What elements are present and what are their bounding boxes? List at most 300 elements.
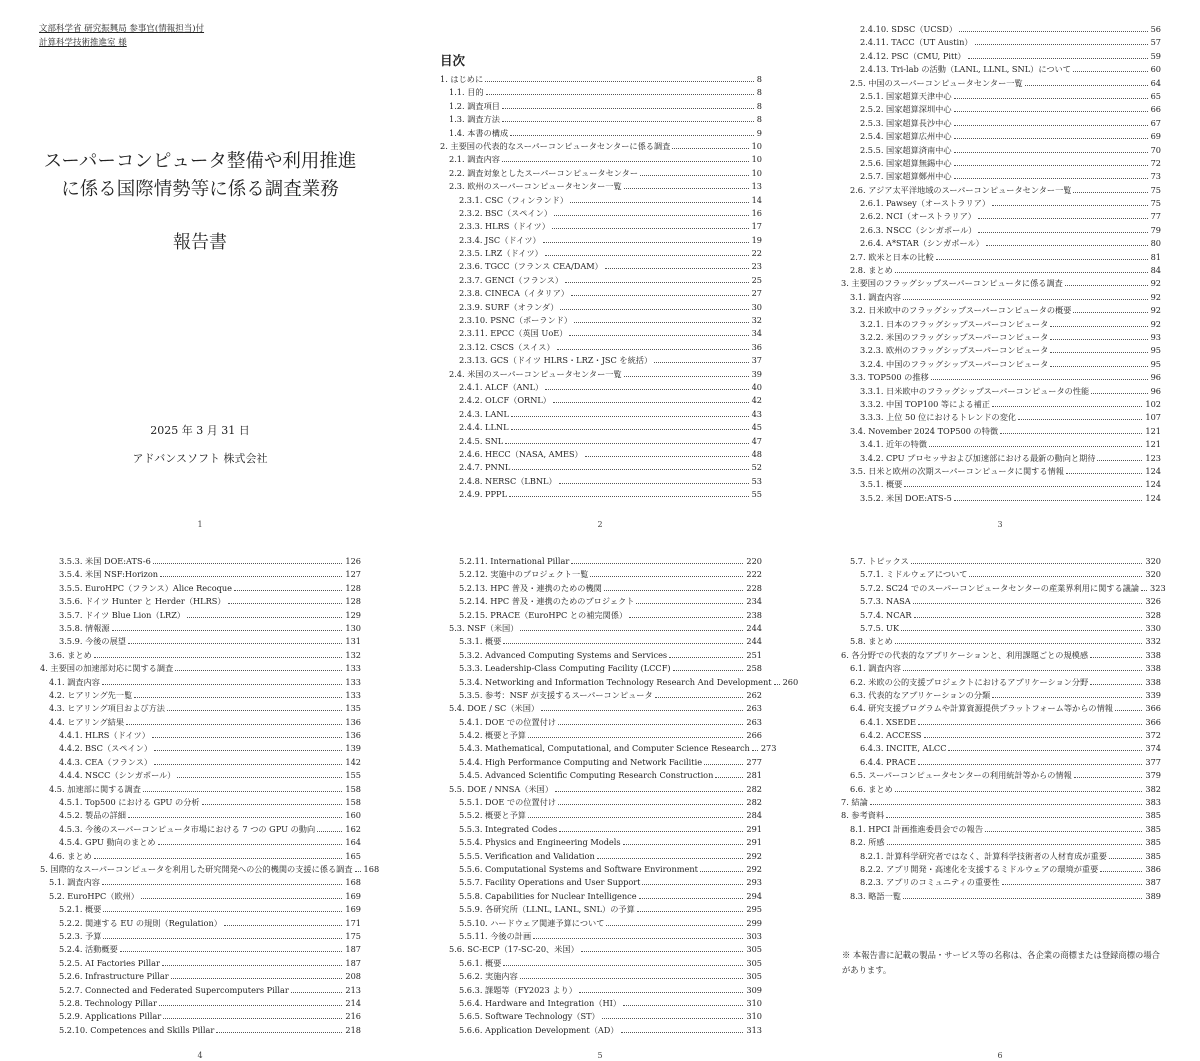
toc-leader-dots <box>94 657 343 658</box>
toc-entry-page: 75 <box>1150 184 1161 195</box>
addressee-block <box>39 22 204 50</box>
toc-entry-page: 81 <box>1150 251 1161 262</box>
toc-leader-dots <box>700 871 743 872</box>
toc-leader-dots <box>954 125 1148 126</box>
toc-entry <box>841 568 1161 581</box>
toc-entry <box>440 234 762 247</box>
toc-entry <box>440 742 777 755</box>
toc-entry-label: 8.2.1. 計算科学研究者ではなく、計算科学技術者の人材育成が重要 <box>860 850 1107 861</box>
toc-entry-page: 124 <box>1145 465 1161 476</box>
toc-leader-dots <box>571 563 743 564</box>
toc-entry-label: 2.4. 米国のスーパーコンピュータセンター一覧 <box>449 368 622 379</box>
toc-entry <box>40 595 361 608</box>
toc-leader-dots <box>552 228 749 229</box>
toc-entry <box>440 568 762 581</box>
toc-leader-dots <box>557 349 749 350</box>
toc-entry-label: 8.2.3. アプリのコミュニティの重要性 <box>860 877 1000 888</box>
toc-entry <box>841 716 1161 729</box>
toc-leader-dots <box>511 429 749 430</box>
report-title-line-2: に係る国際情勢等に係る調査業務 <box>61 179 339 200</box>
toc-leader-dots <box>528 817 743 818</box>
toc-entry <box>40 716 361 729</box>
toc-entry-page: 25 <box>751 274 762 285</box>
toc-entry <box>40 555 361 568</box>
toc-entry-page: 171 <box>345 917 361 928</box>
toc-entry-page: 19 <box>751 234 762 245</box>
toc-leader-dots <box>141 898 342 899</box>
toc-leader-dots <box>143 791 342 792</box>
toc-entry-label: 5.3.4. Networking and Information Technology Research And Development <box>459 676 772 687</box>
toc-entry <box>440 997 762 1010</box>
toc-list-page-5 <box>440 555 799 1037</box>
toc-entry <box>40 1010 361 1023</box>
toc-entry-label: 5.5.8. Capabilities for Nuclear Intelligence <box>459 890 637 901</box>
toc-entry-label: 5.2.3. 予算 <box>59 930 102 941</box>
toc-leader-dots <box>1073 71 1148 72</box>
toc-entry <box>40 769 361 782</box>
toc-entry-label: 5.8. まとめ <box>850 636 893 647</box>
toc-leader-dots <box>126 724 342 725</box>
toc-entry-page: 251 <box>746 649 762 660</box>
toc-entry <box>40 943 361 956</box>
toc-entry <box>40 622 361 635</box>
toc-leader-dots <box>102 884 342 885</box>
toc-entry-label: 5.5.1. DOE での位置付け <box>459 797 557 808</box>
toc-entry-label: 3.5.3. 米国 DOE:ATS-6 <box>59 556 151 566</box>
toc-entry <box>440 207 762 220</box>
toc-leader-dots <box>1065 285 1148 286</box>
toc-entry-page: 330 <box>1145 622 1161 633</box>
toc-entry-label: 5.2.8. Technology Pillar <box>59 997 157 1008</box>
toc-entry-page: 155 <box>345 770 361 781</box>
toc-leader-dots <box>571 295 749 296</box>
toc-entry <box>841 609 1161 622</box>
toc-entry-label: 3.4. November 2024 TOP500 の特徴 <box>850 425 999 436</box>
toc-leader-dots <box>558 804 743 805</box>
toc-entry-page: 326 <box>1145 596 1161 607</box>
toc-entry-page: 385 <box>1145 810 1161 821</box>
toc-entry-label: 8. 参考資料 <box>841 810 885 821</box>
toc-leader-dots <box>602 1018 744 1019</box>
toc-entry <box>440 435 762 448</box>
toc-leader-dots <box>1073 192 1147 193</box>
toc-entry-page: 95 <box>1150 358 1161 369</box>
toc-entry-label: 2.6. アジア太平洋地域のスーパーコンピュータセンター一覧 <box>850 184 1072 195</box>
toc-entry-page: 310 <box>746 997 762 1008</box>
toc-entry <box>440 287 762 300</box>
toc-leader-dots <box>1073 312 1147 313</box>
toc-leader-dots <box>992 697 1142 698</box>
toc-entry <box>440 649 762 662</box>
toc-leader-dots <box>158 844 343 845</box>
toc-leader-dots <box>167 710 342 711</box>
toc-entry <box>440 716 762 729</box>
toc-leader-dots <box>654 362 748 363</box>
toc-entry-page: 160 <box>345 810 361 821</box>
toc-entry <box>841 197 1161 210</box>
toc-entry-page: 136 <box>345 716 361 727</box>
toc-entry-label: 4.3. ヒアリング項目および方法 <box>49 703 165 714</box>
report-subtitle: 報告書 <box>173 232 227 253</box>
toc-entry-label: 3.5.8. 情報源 <box>59 622 110 633</box>
toc-entry-label: 3.4.1. 近年の特徴 <box>860 439 927 450</box>
toc-leader-dots <box>903 299 1148 300</box>
toc-entry-label: 2.3.6. TGCC（フランス CEA/DAM） <box>459 261 603 272</box>
toc-leader-dots <box>904 486 1142 487</box>
toc-leader-dots <box>936 259 1148 260</box>
toc-leader-dots <box>985 831 1142 832</box>
toc-entry-label: 6.6. まとめ <box>850 783 893 794</box>
toc-leader-dots <box>505 443 748 444</box>
toc-entry-label: 2.5. 中国のスーパーコンピュータセンター一覧 <box>850 77 1023 88</box>
toc-entry-page: 222 <box>746 569 762 580</box>
toc-entry-page: 8 <box>756 87 762 98</box>
toc-leader-dots <box>1100 871 1142 872</box>
toc-entry-page: 79 <box>1150 224 1161 235</box>
report-date: 2025 年 3 月 31 日 <box>150 424 250 437</box>
toc-entry-label: 2.3.9. SURF（オランダ） <box>459 301 559 312</box>
toc-leader-dots <box>570 202 749 203</box>
toc-entry-label: 5.2.6. Infrastructure Pillar <box>59 971 169 982</box>
toc-entry-page: 228 <box>746 582 762 593</box>
toc-entry-label: 5.4. DOE / SC（米国） <box>449 703 540 714</box>
toc-leader-dots <box>510 135 754 136</box>
toc-entry-label: 3.2.3. 欧州のフラッグシップスーパーコンピュータ <box>860 345 1049 356</box>
toc-entry-page: 66 <box>1150 104 1161 115</box>
toc-entry-page: 43 <box>751 408 762 419</box>
toc-entry-page: 372 <box>1145 730 1161 741</box>
toc-entry-label: 6.4.2. ACCESS <box>860 730 922 741</box>
toc-entry <box>841 63 1161 76</box>
toc-leader-dots <box>128 817 342 818</box>
toc-entry-label: 4.5.4. GPU 動向のまとめ <box>59 837 156 848</box>
toc-entry-label: 3.3. TOP500 の推移 <box>850 372 929 383</box>
toc-entry-label: 3.2.1. 日本のフラッグシップスーパーコンピュータ <box>860 318 1049 329</box>
toc-entry-label: 2.3.11. EPCC（英国 UoE） <box>459 328 568 339</box>
toc-entry-label: 2.3.5. LRZ（ドイツ） <box>459 248 543 259</box>
toc-entry-page: 305 <box>746 957 762 968</box>
toc-entry-page: 92 <box>1150 318 1161 329</box>
toc-leader-dots <box>120 951 343 952</box>
toc-entry-label: 2.4.6. HECC（NASA, AMES） <box>459 448 583 459</box>
toc-entry-page: 131 <box>345 636 361 647</box>
toc-entry-page: 238 <box>746 609 762 620</box>
toc-entry <box>841 890 1161 903</box>
toc-leader-dots <box>914 617 1143 618</box>
toc-entry-label: 5.7.3. NASA <box>860 596 911 607</box>
toc-leader-dots <box>545 255 749 256</box>
toc-entry-label: 2.3. 欧州のスーパーコンピュータセンター一覧 <box>449 181 622 192</box>
toc-entry-page: 10 <box>751 140 762 151</box>
toc-entry <box>841 411 1161 424</box>
toc-entry <box>841 77 1161 90</box>
toc-entry-page: 328 <box>1145 609 1161 620</box>
toc-entry <box>841 157 1161 170</box>
toc-leader-dots <box>978 218 1148 219</box>
toc-entry <box>440 394 762 407</box>
toc-entry <box>440 127 762 140</box>
toc-entry-label: 5.6.5. Software Technology（ST） <box>459 1011 600 1022</box>
toc-leader-dots <box>1050 326 1147 327</box>
toc-entry-page: 8 <box>756 100 762 111</box>
toc-leader-dots <box>715 777 743 778</box>
toc-leader-dots <box>870 804 1143 805</box>
toc-leader-dots <box>502 161 749 162</box>
toc-entry-page: 121 <box>1145 425 1161 436</box>
toc-entry <box>40 568 361 581</box>
toc-entry-page: 14 <box>751 194 762 205</box>
toc-entry <box>841 635 1161 648</box>
toc-entry-label: 8.2.2. アプリ開発・高速化を支援するミドルウェアの環境が重要 <box>860 863 1099 874</box>
toc-entry-label: 5.6.3. 課題等（FY2023 より） <box>459 984 577 995</box>
toc-entry-label: 6.5. スーパーコンピュータセンターの利用統計等からの情報 <box>850 770 1072 781</box>
toc-leader-dots <box>555 791 743 792</box>
toc-leader-dots <box>1115 710 1142 711</box>
toc-entry-page: 291 <box>746 837 762 848</box>
toc-leader-dots <box>918 764 1142 765</box>
toc-entry <box>841 385 1161 398</box>
toc-leader-dots <box>509 496 749 497</box>
page-number: 2 <box>597 520 603 529</box>
toc-leader-dots <box>637 911 744 912</box>
toc-entry-page: 377 <box>1145 756 1161 767</box>
toc-leader-dots <box>895 272 1148 273</box>
toc-entry <box>440 341 762 354</box>
toc-entry-label: 2.6.4. A*STAR（シンガポール） <box>860 238 984 249</box>
toc-entry-label: 3.6. まとめ <box>49 649 92 660</box>
toc-entry-label: 2.3.3. HLRS（ドイツ） <box>459 221 550 232</box>
toc-entry-page: 294 <box>746 890 762 901</box>
toc-leader-dots <box>954 98 1148 99</box>
toc-entry-label: 2.6.2. NCI（オーストラリア） <box>860 211 976 222</box>
toc-entry-page: 92 <box>1150 291 1161 302</box>
toc-entry-page: 130 <box>345 622 361 633</box>
toc-entry <box>40 917 361 930</box>
toc-leader-dots <box>924 737 1143 738</box>
addressee-line-1: 文部科学省 研究振興局 参事官(情報担当)付 <box>39 24 205 34</box>
toc-leader-dots <box>954 111 1148 112</box>
toc-entry-label: 2.5.4. 国家超算広州中心 <box>860 131 952 142</box>
toc-entry-page: 9 <box>756 127 762 138</box>
toc-entry-label: 5.6. SC-ECP（17-SC-20、米国） <box>449 944 579 955</box>
toc-entry-label: 3.5.6. ドイツ Hunter と Herder（HLRS） <box>59 596 226 607</box>
toc-entry-page: 187 <box>345 944 361 955</box>
toc-entry <box>841 863 1161 876</box>
toc-entry <box>440 167 762 180</box>
toc-entry-label: 5.5.11. 今後の計画 <box>459 930 532 941</box>
toc-entry <box>841 582 1166 595</box>
toc-entry <box>841 702 1161 715</box>
toc-entry <box>841 23 1161 36</box>
toc-entry-label: 2.2. 調査対象としたスーパーコンピュータセンター <box>449 167 639 178</box>
toc-leader-dots <box>606 925 743 926</box>
toc-entry-label: 3.5. 日米と欧州の次期スーパーコンピュータに関する情報 <box>850 465 1064 476</box>
toc-entry <box>841 210 1161 223</box>
toc-entry-label: 3.5.7. ドイツ Blue Lion（LRZ） <box>59 609 186 620</box>
toc-leader-dots <box>624 188 749 189</box>
toc-entry-label: 2.3.1. CSC（フィンランド） <box>459 194 569 205</box>
toc-entry <box>841 689 1161 702</box>
toc-leader-dots <box>581 951 744 952</box>
toc-entry-page: 107 <box>1145 412 1161 423</box>
toc-leader-dots <box>1018 419 1142 420</box>
toc-entry <box>440 100 762 113</box>
toc-entry-label: 5.2.13. HPC 普及・連携のための機関 <box>459 582 602 593</box>
toc-entry-label: 5.5.9. 各研究所（LLNL, LANL, SNL）の予算 <box>459 904 635 915</box>
toc-entry-label: 3.3.2. 中国 TOP100 等による補正 <box>860 398 991 409</box>
toc-entry-page: 37 <box>751 355 762 366</box>
toc-entry-page: 293 <box>746 877 762 888</box>
toc-leader-dots <box>1074 777 1143 778</box>
toc-entry-label: 2.7. 欧米と日本の比較 <box>850 251 934 262</box>
toc-entry-label: 2.4.1. ALCF（ANL） <box>459 381 544 392</box>
toc-entry <box>40 729 361 742</box>
toc-leader-dots <box>485 81 754 82</box>
toc-leader-dots <box>154 764 342 765</box>
toc-entry-label: 8.3. 略語一覧 <box>850 890 901 901</box>
toc-entry <box>440 274 762 287</box>
toc-leader-dots <box>543 242 749 243</box>
toc-entry-label: 2.6.1. Pawsey（オーストラリア） <box>860 198 991 209</box>
toc-entry-page: 22 <box>751 248 762 259</box>
toc-entry-label: 5.7.2. SC24 でのスーパーコンピュータセンターの産業界利用に関する議論 <box>860 582 1140 593</box>
toc-entry-label: 5.7.4. NCAR <box>860 609 912 620</box>
toc-entry <box>841 184 1161 197</box>
toc-leader-dots <box>901 630 1142 631</box>
toc-entry-label: 5.7.1. ミドルウェアについて <box>860 569 968 580</box>
toc-entry <box>841 555 1161 568</box>
toc-leader-dots <box>545 389 748 390</box>
toc-leader-dots <box>886 817 1142 818</box>
toc-entry-label: 1.1. 目的 <box>449 87 484 98</box>
toc-entry-page: 65 <box>1150 90 1161 101</box>
toc-leader-dots <box>621 1032 744 1033</box>
toc-entry <box>841 371 1161 384</box>
toc-entry <box>40 635 361 648</box>
toc-entry <box>841 809 1161 822</box>
toc-entry <box>841 103 1161 116</box>
toc-leader-dots <box>533 938 743 939</box>
toc-entry <box>440 595 762 608</box>
toc-entry-label: 6. 各分野での代表的なアプリケーションと、利用課題ごとの規模感 <box>841 649 1089 660</box>
toc-leader-dots <box>640 175 749 176</box>
toc-entry-label: 5.3.1. 概要 <box>459 636 502 647</box>
toc-entry-page: 262 <box>746 689 762 700</box>
toc-leader-dots <box>152 737 342 738</box>
toc-entry-page: 48 <box>751 448 762 459</box>
toc-entry-page: 158 <box>345 797 361 808</box>
toc-entry-page: 53 <box>751 475 762 486</box>
toc-entry-page: 339 <box>1145 689 1161 700</box>
toc-entry <box>440 220 762 233</box>
toc-entry <box>841 264 1161 277</box>
toc-entry-page: 17 <box>751 221 762 232</box>
toc-leader-dots <box>520 978 744 979</box>
toc-leader-dots <box>604 590 744 591</box>
toc-leader-dots <box>585 456 749 457</box>
toc-entry-label: 4.5.1. Top500 における GPU の分析 <box>59 797 200 808</box>
toc-entry-page: 164 <box>345 837 361 848</box>
toc-entry-label: 3.3.1. 日米欧中のフラッグシップスーパーコンピュータの性能 <box>860 385 1090 396</box>
toc-leader-dots <box>112 630 343 631</box>
toc-entry-page: 282 <box>746 797 762 808</box>
toc-leader-dots <box>502 108 754 109</box>
toc-leader-dots <box>669 657 743 658</box>
toc-entry <box>440 876 762 889</box>
toc-leader-dots <box>177 777 342 778</box>
toc-list-page-3 <box>841 23 1161 505</box>
toc-entry-label: 2.3.13. GCS（ドイツ HLRS・LRZ・JSC を統括） <box>459 355 653 366</box>
toc-entry <box>40 783 361 796</box>
toc-leader-dots <box>579 992 743 993</box>
toc-entry-page: 75 <box>1150 198 1161 209</box>
toc-entry-page: 277 <box>746 756 762 767</box>
toc-entry-page: 305 <box>746 944 762 955</box>
toc-entry-label: 4.6. まとめ <box>49 850 92 861</box>
toc-entry-page: 84 <box>1150 265 1161 276</box>
toc-leader-dots <box>623 1005 743 1006</box>
toc-leader-dots <box>1025 85 1148 86</box>
toc-entry-page: 133 <box>345 676 361 687</box>
toc-leader-dots <box>503 643 743 644</box>
toc-entry-page: 80 <box>1150 238 1161 249</box>
toc-entry <box>841 850 1161 863</box>
toc-heading: 目次 <box>440 53 466 68</box>
toc-leader-dots <box>954 138 1148 139</box>
toc-entry-label: 2. 主要国の代表的なスーパーコンピュータセンターに係る調査 <box>440 140 671 151</box>
toc-entry-label: 2.6.3. NSCC（シンガポール） <box>860 224 977 235</box>
toc-entry-page: 23 <box>751 261 762 272</box>
toc-leader-dots <box>520 630 743 631</box>
toc-entry-page: 244 <box>746 622 762 633</box>
toc-entry-page: 386 <box>1145 863 1161 874</box>
toc-leader-dots <box>986 245 1148 246</box>
toc-entry <box>440 863 762 876</box>
toc-leader-dots <box>639 898 744 899</box>
toc-entry-page: 126 <box>345 556 361 566</box>
toc-leader-dots <box>954 165 1148 166</box>
toc-entry-page: 133 <box>345 689 361 700</box>
toc-entry <box>440 301 762 314</box>
toc-entry <box>841 36 1161 49</box>
toc-entry <box>440 381 762 394</box>
toc-entry-page: 67 <box>1150 117 1161 128</box>
toc-entry <box>440 194 762 207</box>
toc-leader-dots <box>128 643 342 644</box>
toc-entry-page: 92 <box>1150 278 1161 289</box>
toc-entry-label: 2.4.9. PPPL <box>459 489 508 500</box>
toc-entry-page: 96 <box>1150 385 1161 396</box>
addressee-line-2: 計算科学技術推進室 様 <box>39 38 127 48</box>
toc-entry-page: 124 <box>1145 479 1161 490</box>
toc-entry-label: 5.2.4. 活動概要 <box>59 944 118 955</box>
toc-entry <box>841 622 1161 635</box>
toc-leader-dots <box>502 121 754 122</box>
toc-entry-label: 3.1. 調査内容 <box>850 291 901 302</box>
toc-entry-label: 4.5.2. 製品の詳細 <box>59 810 126 821</box>
toc-leader-dots <box>512 469 748 470</box>
toc-entry-label: 5.1. 調査内容 <box>49 877 100 888</box>
toc-entry-label: 4.4.1. HLRS（ドイツ） <box>59 730 150 741</box>
toc-leader-dots <box>291 992 343 993</box>
toc-list-page-2 <box>440 73 762 502</box>
toc-leader-dots <box>163 1018 342 1019</box>
toc-entry-label: 6.1. 調査内容 <box>850 663 901 674</box>
toc-leader-dots <box>558 724 743 725</box>
toc-list-page-4 <box>40 555 380 1037</box>
toc-entry-page: 34 <box>751 328 762 339</box>
toc-entry-label: 3.5.4. 米国 NSF:Horizon <box>59 569 159 580</box>
